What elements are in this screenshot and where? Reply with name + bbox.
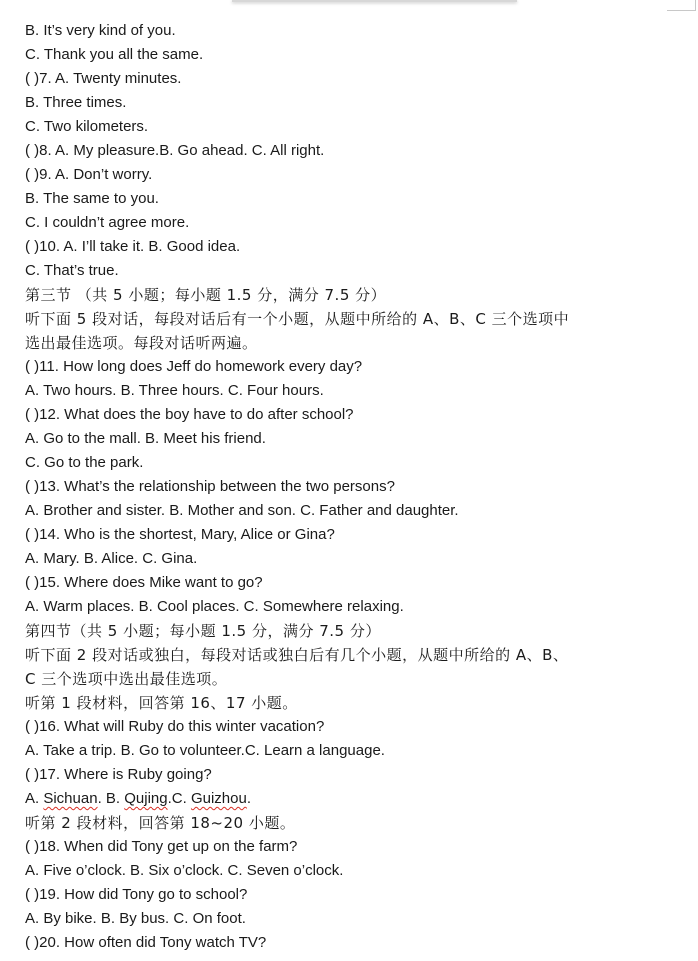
text-line: C. Two kilometers.	[25, 118, 149, 135]
material-heading: 听第 1 段材料，回答第 16、17 小题。	[25, 694, 298, 712]
text-line: A. Go to the mall. B. Meet his friend.	[25, 430, 266, 447]
section-instruction: 选出最佳选项。每段对话听两遍。	[25, 334, 258, 352]
text-line: B. Three times.	[25, 94, 127, 111]
text-segment: .C.	[167, 790, 191, 807]
document-body	[25, 19, 680, 955]
question-line: ( )14. Who is the shortest, Mary, Alice or Gina?	[25, 526, 335, 543]
text-line: A. By bike. B. By bus. C. On foot.	[25, 910, 246, 927]
text-line	[25, 787, 680, 811]
question-line: ( )17. Where is Ruby going?	[25, 766, 212, 783]
window-top-shadow	[232, 0, 517, 2]
question-line: ( )15. Where does Mike want to go?	[25, 574, 263, 591]
spellcheck-word[interactable]: Qujing	[124, 790, 168, 807]
question-line: ( )11. How long does Jeff do homework every day?	[25, 358, 363, 375]
material-heading: 听第 2 段材料，回答第 18~20 小题。	[25, 814, 296, 832]
section-heading: 第四节（共 5 小题；每小题 1.5 分，满分 7.5 分）	[25, 622, 381, 640]
section-instruction: 听下面 5 段对话，每段对话后有一个小题，从题中所给的 A、B、C 三个选项中	[25, 310, 570, 328]
text-segment: .	[246, 790, 251, 807]
page-corner-mark	[667, 0, 696, 11]
text-line: C. Go to the park.	[25, 454, 144, 471]
text-segment: A.	[25, 790, 44, 807]
spellcheck-word[interactable]: Guizhou	[190, 790, 247, 807]
question-line: ( )19. How did Tony go to school?	[25, 886, 248, 903]
question-line: ( )16. What will Ruby do this winter vacation?	[25, 718, 325, 735]
question-line: ( )13. What’s the relationship between the two persons?	[25, 478, 395, 495]
text-line: A. Take a trip. B. Go to volunteer.C. Learn a language.	[25, 742, 385, 759]
text-line: A. Mary. B. Alice. C. Gina.	[25, 550, 198, 567]
text-line: B. The same to you.	[25, 190, 159, 207]
spellcheck-word[interactable]: Sichuan	[43, 790, 98, 807]
text-line: B. It’s very kind of you.	[25, 22, 176, 39]
section-heading: 第三节 （共 5 小题；每小题 1.5 分，满分 7.5 分）	[25, 286, 387, 304]
question-line: ( )10. A. I’ll take it. B. Good idea.	[25, 238, 241, 255]
question-line: ( )18. When did Tony get up on the farm?	[25, 838, 298, 855]
question-line: ( )7. A. Twenty minutes.	[25, 70, 182, 87]
question-line: ( )8. A. My pleasure.B. Go ahead. C. All right.	[25, 142, 325, 159]
question-line: ( )9. A. Don’t worry.	[25, 166, 153, 183]
question-line: ( )20. How often did Tony watch TV?	[25, 934, 267, 951]
section-instruction: 听下面 2 段对话或独白，每段对话或独白后有几个小题，从题中所给的 A、B、	[25, 646, 569, 664]
text-line: A. Five o’clock. B. Six o’clock. C. Seven o’clock.	[25, 862, 344, 879]
text-line: A. Brother and sister. B. Mother and son. C. Father and daughter.	[25, 502, 459, 519]
text-line: C. That’s true.	[25, 262, 119, 279]
text-segment: . B.	[97, 790, 125, 807]
text-line: C. Thank you all the same.	[25, 46, 204, 63]
section-instruction: C 三个选项中选出最佳选项。	[25, 670, 228, 688]
text-line: A. Two hours. B. Three hours. C. Four hours.	[25, 382, 324, 399]
text-line: C. I couldn’t agree more.	[25, 214, 190, 231]
text-line: A. Warm places. B. Cool places. C. Somewhere relaxing.	[25, 598, 404, 615]
question-line: ( )12. What does the boy have to do after school?	[25, 406, 354, 423]
